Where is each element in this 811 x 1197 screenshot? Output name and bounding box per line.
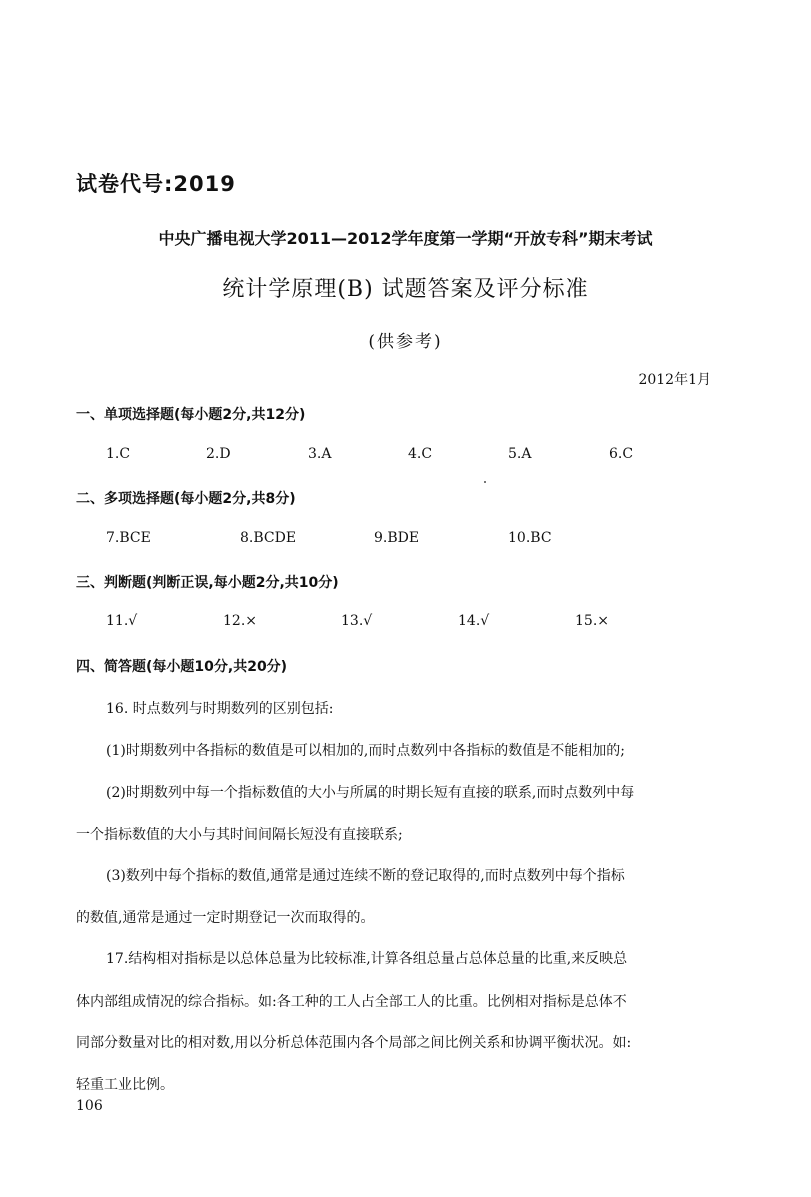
question-16-point-1: (1)时期数列中各指标的数值是可以相加的,而时点数列中各指标的数值是不能相加的; <box>106 743 625 759</box>
question-17-line-3: 同部分数量对比的相对数,用以分析总体范围内各个局部之间比例关系和协调平衡状况。如: <box>76 1035 632 1051</box>
answer-item: 10.BC <box>508 530 552 546</box>
reference-note: (供参考) <box>368 332 443 352</box>
answer-item: 13.√ <box>341 613 373 629</box>
document-date: 2012年1月 <box>638 372 711 388</box>
section-4-heading: 四、简答题(每小题10分,共20分) <box>76 659 288 675</box>
section-2-heading: 二、多项选择题(每小题2分,共8分) <box>76 491 296 507</box>
document-title: 统计学原理(B) 试题答案及评分标准 <box>222 277 589 302</box>
section-3-heading: 三、判断题(判断正误,每小题2分,共10分) <box>76 575 339 591</box>
answer-item: 5.A <box>508 446 532 462</box>
answer-item: 4.C <box>408 446 433 462</box>
answer-item: 1.C <box>106 446 131 462</box>
answer-item: 7.BCE <box>106 530 151 546</box>
question-17-line-1: 17.结构相对指标是以总体总量为比较标准,计算各组总量占总体总量的比重,来反映总 <box>106 951 628 967</box>
answer-item: 8.BCDE <box>240 530 297 546</box>
section-1-heading: 一、单项选择题(每小题2分,共12分) <box>76 407 306 423</box>
question-16-intro: 16. 时点数列与时期数列的区别包括: <box>106 701 334 717</box>
scan-speck <box>484 481 486 483</box>
question-17-line-2: 体内部组成情况的综合指标。如:各工种的工人占全部工人的比重。比例相对指标是总体不 <box>76 994 627 1010</box>
answer-item: 2.D <box>206 446 231 462</box>
question-16-point-3: (3)数列中每个指标的数值,通常是通过连续不断的登记取得的,而时点数列中每个指标 <box>106 868 625 884</box>
answer-item: 11.√ <box>106 613 138 629</box>
answer-item: 14.√ <box>458 613 490 629</box>
answer-item: 3.A <box>308 446 332 462</box>
exam-header: 中央广播电视大学2011—2012学年度第一学期“开放专科”期末考试 <box>158 229 653 248</box>
question-17-line-4: 轻重工业比例。 <box>76 1077 174 1093</box>
question-16-point-2-cont: 一个指标数值的大小与其时间间隔长短没有直接联系; <box>76 827 403 843</box>
answer-item: 12.× <box>223 613 257 629</box>
answer-item: 15.× <box>575 613 609 629</box>
question-16-point-3-cont: 的数值,通常是通过一定时期登记一次而取得的。 <box>76 910 375 926</box>
answer-item: 6.C <box>609 446 634 462</box>
answer-item: 9.BDE <box>374 530 420 546</box>
exam-code: 试卷代号:2019 <box>76 172 236 196</box>
question-16-point-2: (2)时期数列中每一个指标数值的大小与所属的时期长短有直接的联系,而时点数列中每 <box>106 785 635 801</box>
page-number: 106 <box>76 1098 103 1114</box>
